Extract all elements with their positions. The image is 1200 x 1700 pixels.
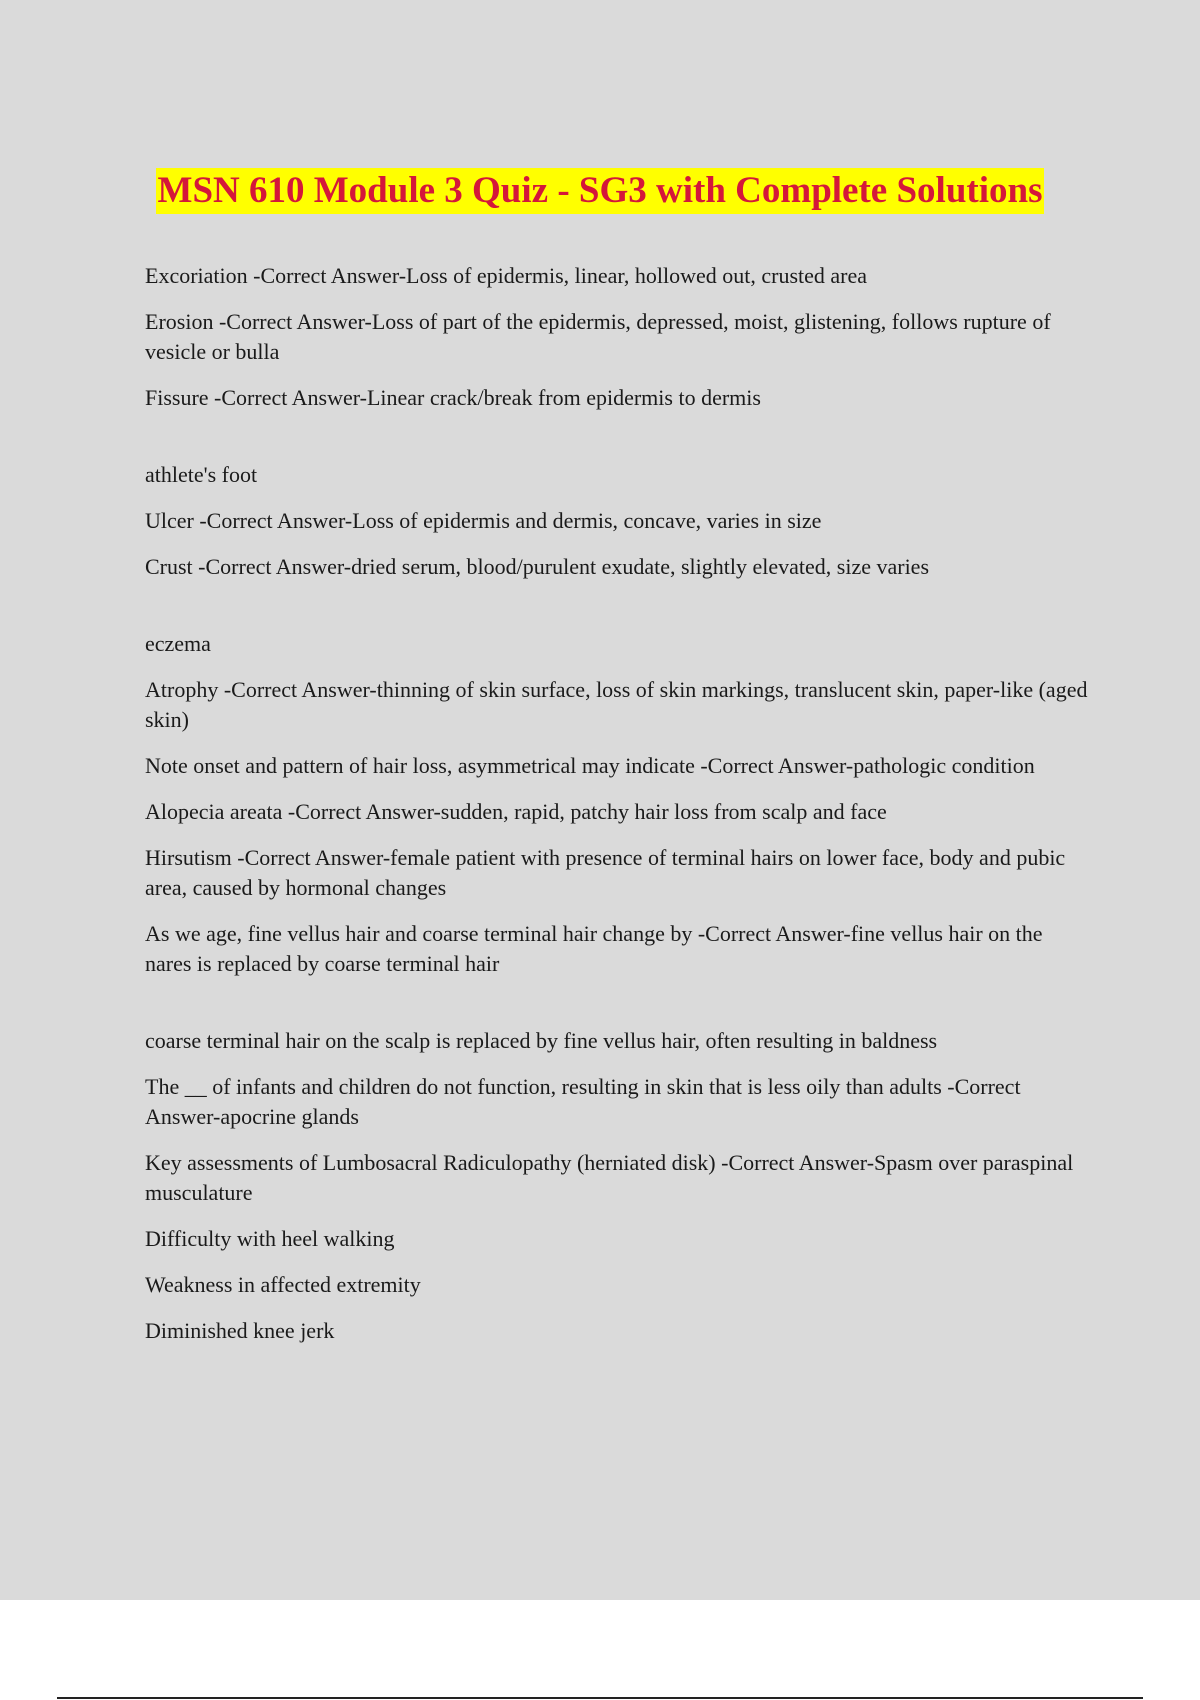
paragraph-alopecia: Alopecia areata -Correct Answer-sudden, rapid, patchy hair loss from scalp and face — [145, 799, 887, 824]
paragraph-baldness: coarse terminal hair on the scalp is replaced by fine vellus hair, often resulting in baldness — [145, 1028, 938, 1053]
paragraph-radiculopathy: Key assessments of Lumbosacral Radiculopathy (herniated disk) -Correct Answer-Spasm over paraspinal musculature — [145, 1150, 1074, 1205]
paragraph-atrophy: Atrophy -Correct Answer-thinning of skin surface, loss of skin markings, translucent skin, paper-like (aged skin) — [145, 677, 1088, 732]
paragraph-crust: Crust -Correct Answer-dried serum, blood/purulent exudate, slightly elevated, size varies — [145, 554, 930, 579]
paragraph-excoriation: Excoriation -Correct Answer-Loss of epidermis, linear, hollowed out, crusted area — [145, 263, 868, 288]
paragraph-knee-jerk: Diminished knee jerk — [145, 1318, 335, 1343]
document-title: MSN 610 Module 3 Quiz - SG3 with Complete Solutions — [156, 168, 1045, 214]
title-container — [0, 168, 1200, 214]
paragraph-apocrine: The __ of infants and children do not function, resulting in skin that is less oily than adults -Correct Answer-apocrine glands — [145, 1074, 1021, 1129]
paragraph-erosion: Erosion -Correct Answer-Loss of part of the epidermis, depressed, moist, glistening, follows rupture of vesicle or bulla — [145, 309, 1051, 364]
paragraph-heel-walking: Difficulty with heel walking — [145, 1226, 395, 1251]
paragraph-eczema: eczema — [145, 631, 211, 656]
document-body — [145, 261, 1090, 1362]
paragraph-hirsutism: Hirsutism -Correct Answer-female patient with presence of terminal hairs on lower face, body and pubic area, caused by hormonal changes — [145, 845, 1066, 900]
paragraph-hair-loss: Note onset and pattern of hair loss, asymmetrical may indicate -Correct Answer-pathologic condition — [145, 753, 1035, 778]
paragraph-athletes-foot: athlete's foot — [145, 462, 258, 487]
paragraph-weakness: Weakness in affected extremity — [145, 1272, 421, 1297]
footer-divider — [57, 1697, 1143, 1699]
paragraph-ulcer: Ulcer -Correct Answer-Loss of epidermis and dermis, concave, varies in size — [145, 508, 822, 533]
paragraph-aging-hair: As we age, fine vellus hair and coarse terminal hair change by -Correct Answer-fine vellus hair on the nares is replaced by coarse terminal hair — [145, 921, 1043, 976]
paragraph-fissure: Fissure -Correct Answer-Linear crack/break from epidermis to dermis — [145, 385, 761, 410]
